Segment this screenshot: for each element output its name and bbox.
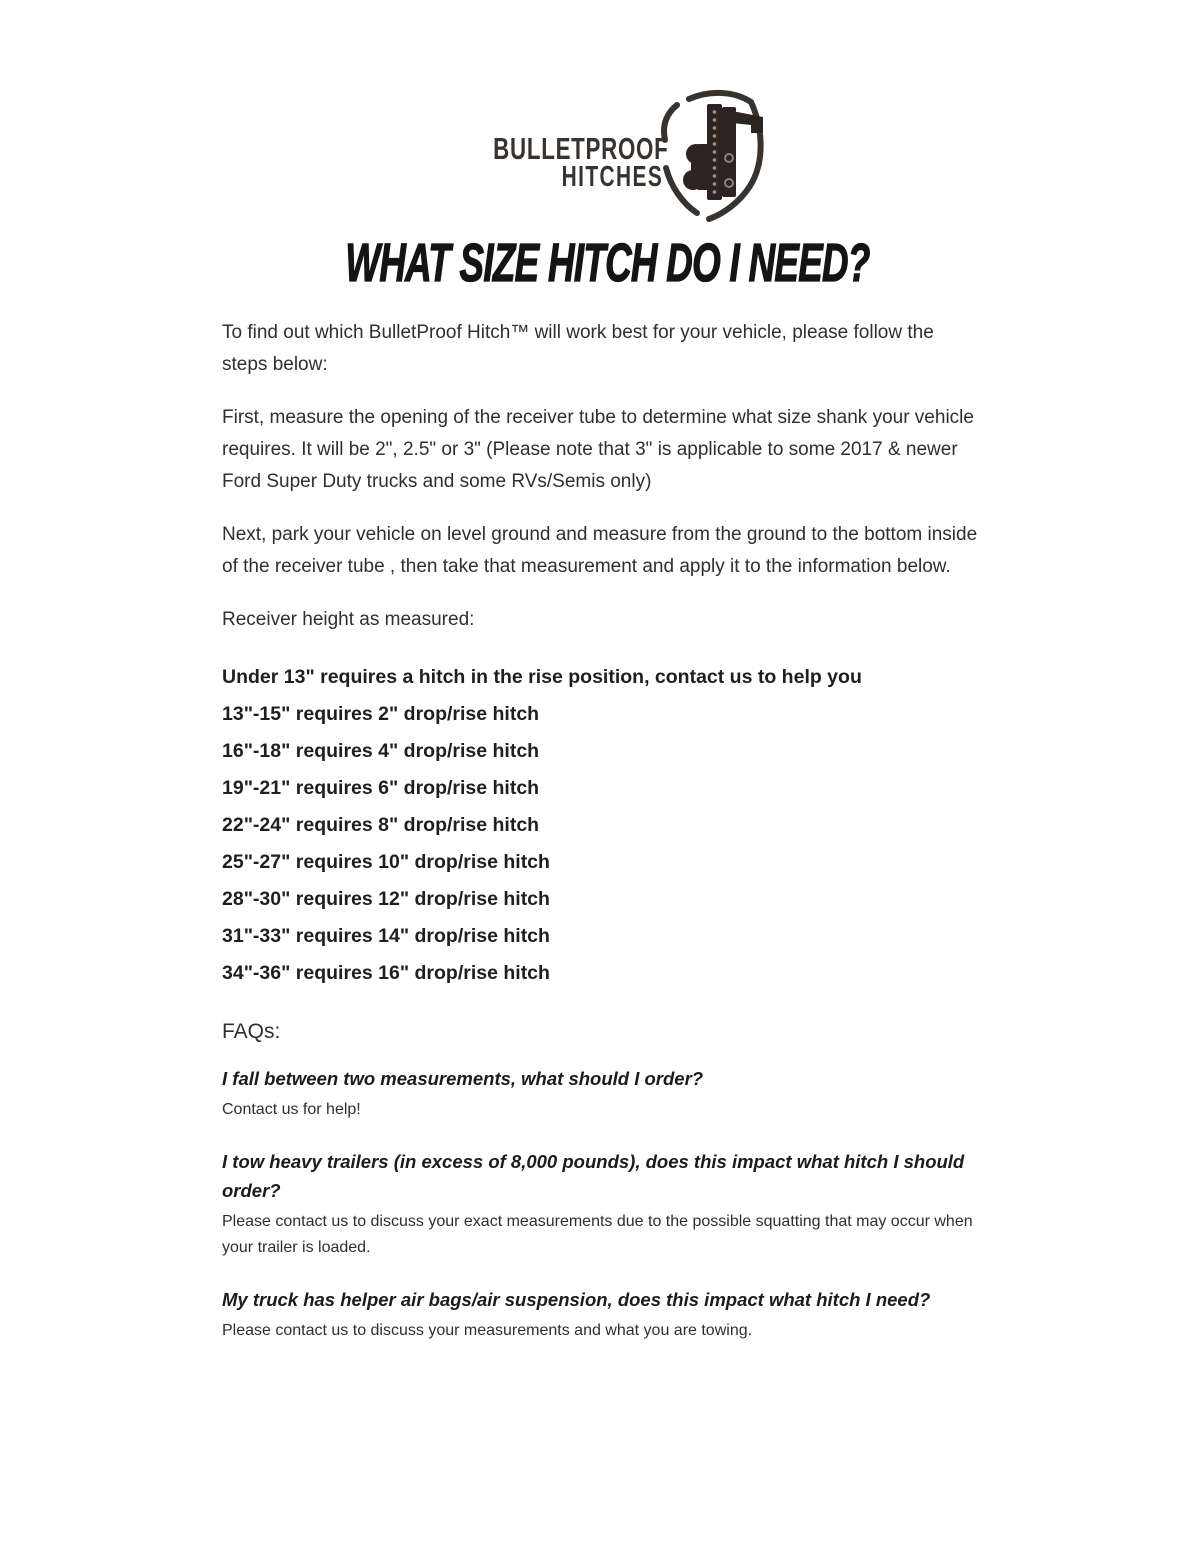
logo-wordmark — [425, 131, 669, 193]
size-list-item: 31"-33" requires 14" drop/rise hitch — [222, 925, 550, 947]
faq-answer: Please contact us to discuss your exact measurements due to the possible squatting that may occur when your trailer is loaded. — [222, 1213, 973, 1256]
faq-question: I fall between two measurements, what should I order? — [222, 1068, 704, 1089]
intro-paragraph-3: Next, park your vehicle on level ground and measure from the ground to the bottom inside of the receiver tube , then take that measurement and apply it to the information below. — [222, 524, 978, 577]
size-list-item: 13"-15" requires 2" drop/rise hitch — [222, 703, 540, 725]
receiver-height-list — [222, 666, 978, 984]
intro-paragraph-1: To find out which BulletProof Hitch™ will work best for your vehicle, please follow the steps below: — [222, 322, 934, 375]
faq-answer: Please contact us to discuss your measurements and what you are towing. — [222, 1322, 753, 1339]
faqs-heading: FAQs: — [222, 1020, 281, 1043]
faq-item — [222, 1285, 978, 1344]
size-list-item: 22"-24" requires 8" drop/rise hitch — [222, 814, 540, 836]
faq-item — [222, 1147, 978, 1261]
faq-item — [222, 1064, 978, 1123]
logo-brand-line1: BULLETPROOF — [493, 131, 669, 167]
logo-brand-line2: HITCHES — [561, 160, 663, 193]
size-list-item: 28"-30" requires 12" drop/rise hitch — [222, 888, 550, 910]
faq-question: My truck has helper air bags/air suspension, does this impact what hitch I need? — [222, 1289, 931, 1310]
size-list-item: 34"-36" requires 16" drop/rise hitch — [222, 962, 550, 984]
faq-answer: Contact us for help! — [222, 1101, 361, 1118]
intro-paragraph-2: First, measure the opening of the receiver tube to determine what size shank your vehicle requires. It will be 2", 2.5" or 3" (Please note that 3" is applicable to some 2017 & newer Ford Super Duty trucks and some RVs/Semis only) — [222, 407, 974, 492]
page-title: WHAT SIZE HITCH DO I NEED? — [345, 233, 870, 293]
bulletproof-hitches-logo — [222, 86, 978, 222]
document-page — [222, 0, 978, 1344]
size-list-item: 25"-27" requires 10" drop/rise hitch — [222, 851, 550, 873]
size-list-item: 19"-21" requires 6" drop/rise hitch — [222, 777, 540, 799]
size-list-item: Under 13" requires a hitch in the rise position, contact us to help you — [222, 666, 862, 688]
receiver-height-label: Receiver height as measured: — [222, 609, 475, 630]
faq-question: I tow heavy trailers (in excess of 8,000 pounds), does this impact what hitch I should order? — [222, 1151, 965, 1201]
size-list-item: 16"-18" requires 4" drop/rise hitch — [222, 740, 540, 762]
